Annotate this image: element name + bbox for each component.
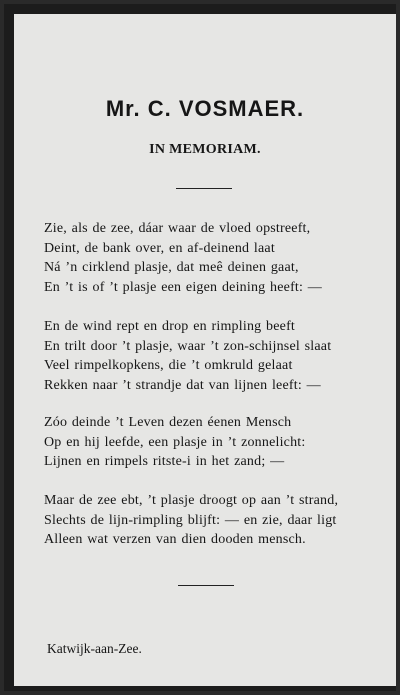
- poem-line: Zie, als de zee, dáar waar de vloed opstreeft,: [44, 221, 311, 236]
- poem-line: Zóo deinde ’t Leven dezen éenen Mensch: [44, 415, 292, 430]
- poem-line: Lijnen en rimpels ritste-i in het zand; —: [44, 454, 285, 470]
- poem-line: En trilt door ’t plasje, waar ’t zon-schijnsel slaat: [44, 338, 332, 354]
- poem-line: Ná ’n cirklend plasje, dat meê deinen gaat,: [44, 260, 299, 276]
- poem-line: En ’t is of ’t plasje een eigen deining heeft: —: [44, 279, 323, 295]
- stanza-1: [44, 219, 322, 297]
- poem-line: Veel rimpelkopkens, die ’t omkruld gelaat: [44, 358, 293, 374]
- stanza-3: [44, 413, 305, 472]
- poem-line: En de wind rept en drop en rimpling beeft: [44, 319, 296, 334]
- poem-line: Maar de zee ebt, ’t plasje droogt op aan ’t strand,: [44, 493, 339, 508]
- photo-border: [4, 4, 396, 691]
- page-title: Mr. C. VOSMAER.: [105, 96, 305, 121]
- stanza-2: [44, 317, 331, 395]
- page-subtitle: IN MEMORIAM.: [149, 142, 261, 157]
- poem-line: Rekken naar ’t strandje dat van lijnen leeft: —: [44, 377, 321, 393]
- place-signature: Katwijk-aan-Zee.: [47, 641, 142, 656]
- poem-line: Alleen wat verzen van dien dooden mensch.: [44, 532, 306, 548]
- stanza-4: [44, 491, 338, 550]
- top-divider: [176, 188, 232, 189]
- printed-page: [14, 14, 396, 686]
- poem-line: Deint, de bank over, en af-deinend laat: [44, 240, 275, 256]
- bottom-divider: [178, 585, 234, 586]
- poem-line: Slechts de lijn-rimpling blijft: — en zie, daar ligt: [44, 512, 337, 528]
- poem-line: Op en hij leefde, een plasje in ’t zonnelicht:: [44, 434, 306, 450]
